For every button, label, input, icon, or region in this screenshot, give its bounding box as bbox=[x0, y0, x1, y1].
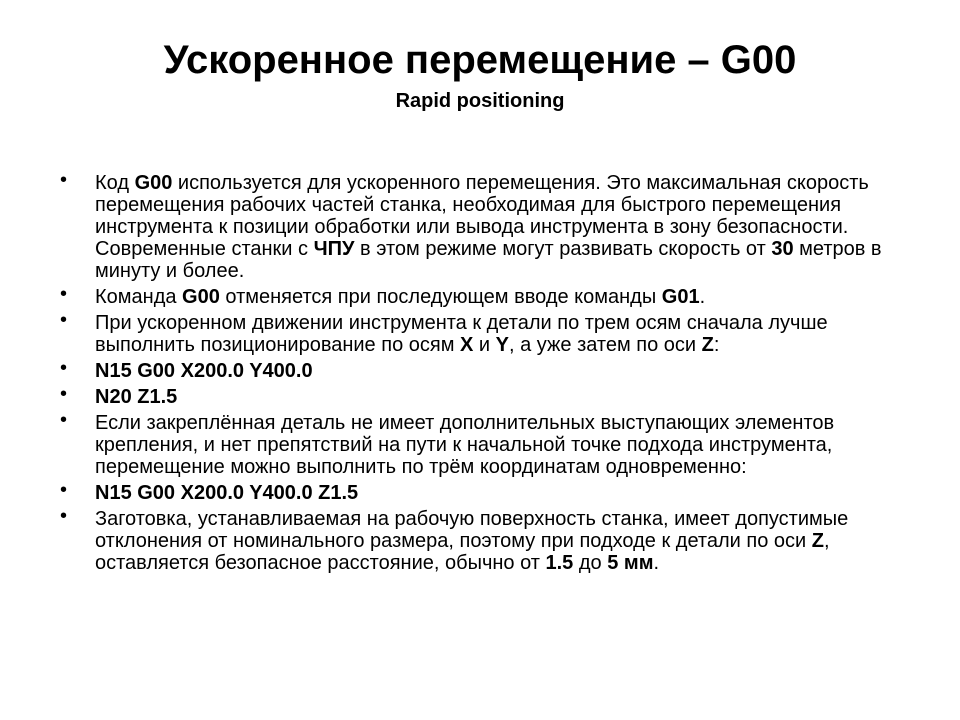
bullet-text bbox=[95, 482, 358, 504]
bullet-text-bold: Z bbox=[701, 334, 714, 356]
bullet-text-bold: 5 мм bbox=[607, 552, 654, 574]
bullet-text-bold: Z bbox=[811, 530, 824, 552]
bullet-text-run: При ускоренном движении инструмента к детали по трем осям сначала лучше выполнить позиционирование по осям bbox=[95, 312, 828, 356]
bullet-text-run: : bbox=[713, 334, 720, 356]
bullet-text-bold: 30 bbox=[771, 238, 794, 260]
bullet-text-bold: N20 Z1.5 bbox=[95, 386, 178, 408]
bullet-dot-icon: • bbox=[60, 357, 68, 379]
bullet-text-run: , оставляется безопасное расстояние, обычно от bbox=[95, 530, 830, 574]
bullet-item bbox=[60, 309, 910, 356]
bullet-text-bold: G01 bbox=[661, 286, 700, 308]
bullet-text-run: используется для ускоренного перемещения. Это максимальная скорость перемещения рабочих частей станка, необходимая для быстрого перемещения инструмента к позиции обработки или вывода инструмента в зону безопасности. Современные станки с bbox=[95, 172, 869, 260]
bullet-item bbox=[60, 479, 910, 504]
bullet-item bbox=[60, 409, 910, 478]
bullet-text-run: Код bbox=[95, 172, 135, 194]
bullet-text bbox=[95, 412, 834, 478]
bullet-text-run: . bbox=[653, 552, 660, 574]
bullet-text-run: Если закреплённая деталь не имеет дополнительных выступающих элементов крепления, и нет препятствий на пути к начальной точке подхода инструмента, перемещение можно выполнить по трём координатам одновременно: bbox=[95, 412, 835, 478]
bullet-dot-icon: • bbox=[60, 479, 68, 501]
bullet-text-run: , а уже затем по оси bbox=[509, 334, 702, 356]
slide-subtitle: Rapid positioning bbox=[395, 90, 565, 112]
bullet-item bbox=[60, 357, 910, 382]
bullet-dot-icon: • bbox=[60, 409, 68, 431]
bullet-text bbox=[95, 386, 177, 408]
bullet-text-run: до bbox=[573, 552, 608, 574]
bullet-text-run: в этом режиме могут развивать скорость от bbox=[354, 238, 772, 260]
bullet-text bbox=[95, 172, 882, 282]
bullet-text-bold: 1.5 bbox=[545, 552, 574, 574]
bullet-text-bold: Y bbox=[495, 334, 509, 356]
bullet-text-bold: N15 G00 X200.0 Y400.0 Z1.5 bbox=[95, 482, 359, 504]
bullet-text-run: метров в минуту и более. bbox=[95, 238, 882, 282]
bullet-text-bold: N15 G00 X200.0 Y400.0 bbox=[95, 360, 313, 382]
bullet-text bbox=[95, 312, 828, 356]
bullet-text-run: и bbox=[473, 334, 496, 356]
bullet-item bbox=[60, 169, 910, 282]
bullet-text-run: отменяется при последующем вводе команды bbox=[219, 286, 662, 308]
bullet-text-run: Команда bbox=[95, 286, 183, 308]
bullet-text-run: . bbox=[699, 286, 706, 308]
bullet-list bbox=[60, 169, 910, 578]
bullet-dot-icon: • bbox=[60, 169, 68, 191]
bullet-item bbox=[60, 505, 910, 574]
bullet-dot-icon: • bbox=[60, 383, 68, 405]
bullet-text bbox=[95, 286, 705, 308]
bullet-text bbox=[95, 360, 313, 382]
slide-title: Ускоренное перемещение – G00 bbox=[163, 38, 797, 82]
bullet-text-bold: G00 bbox=[134, 172, 173, 194]
title-block bbox=[0, 36, 960, 114]
bullet-dot-icon: • bbox=[60, 505, 68, 527]
bullet-dot-icon: • bbox=[60, 283, 68, 305]
bullet-dot-icon: • bbox=[60, 309, 68, 331]
bullet-text-bold: X bbox=[460, 334, 474, 356]
bullet-text-bold: G00 bbox=[182, 286, 220, 308]
bullet-item bbox=[60, 283, 910, 308]
bullet-text-run: Заготовка, устанавливаемая на рабочую поверхность станка, имеет допустимые отклонения от номинального размера, поэтому при подходе к детали по оси bbox=[95, 508, 849, 552]
bullet-text-bold: ЧПУ bbox=[313, 238, 355, 260]
bullet-text bbox=[95, 508, 848, 574]
bullet-item bbox=[60, 383, 910, 408]
